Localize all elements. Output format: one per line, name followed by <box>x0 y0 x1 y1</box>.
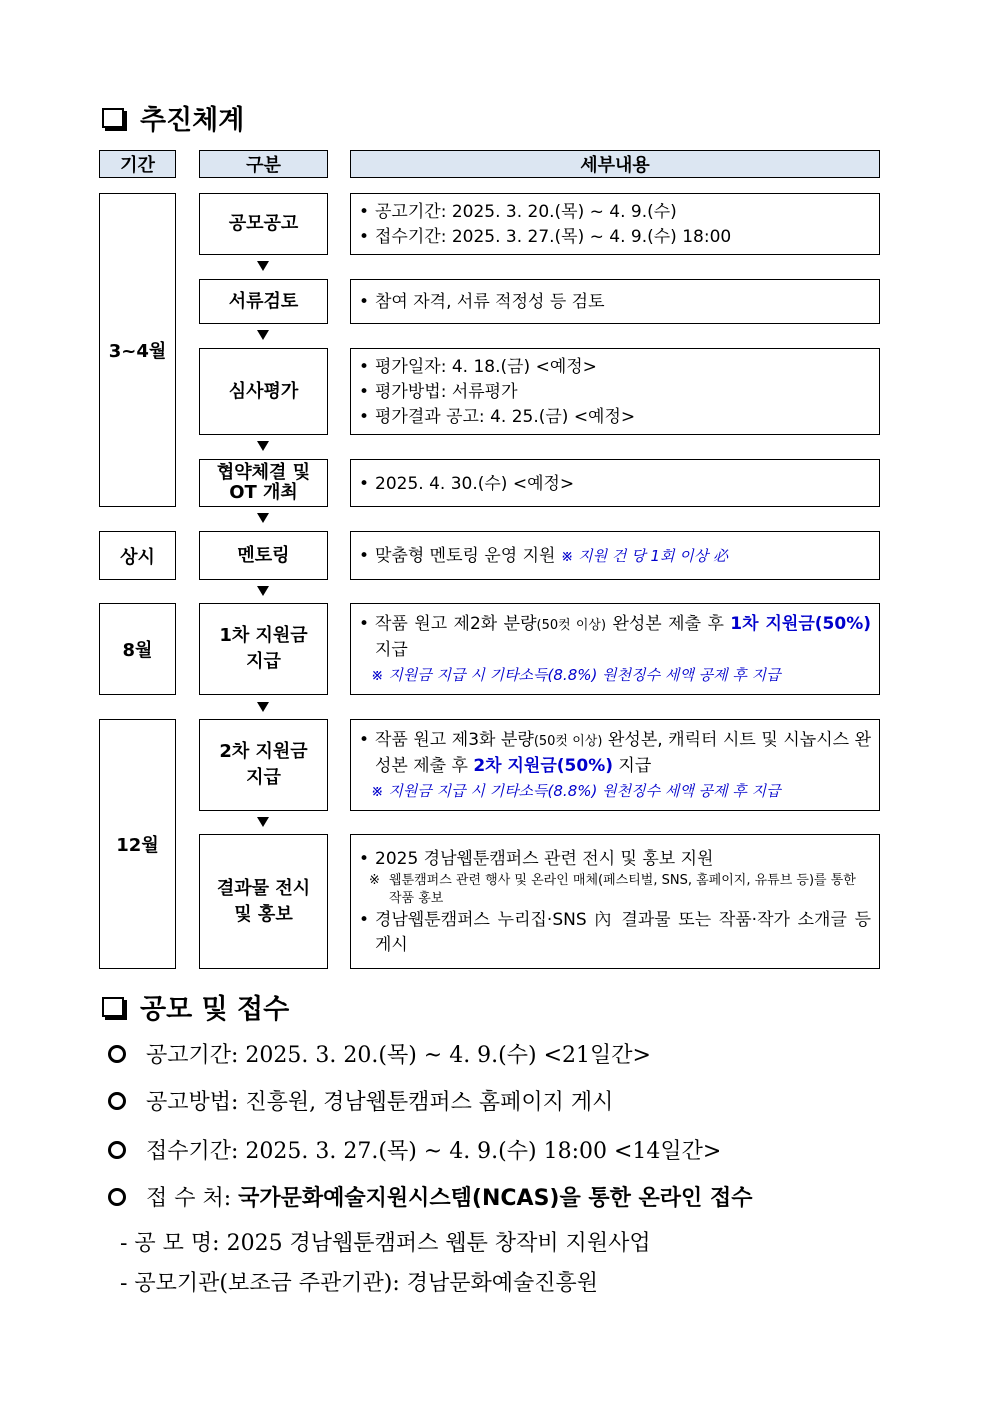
item-text: 공고방법: 진흥원, 경남웹툰캠퍼스 홈페이지 게시 <box>146 1090 614 1115</box>
detail-line: 공고기간: 2025. 3. 20.(목) ~ 4. 9.(수) <box>375 202 677 222</box>
circle-bullet-icon <box>108 1188 126 1206</box>
category-line: 2차 지원금 <box>219 741 308 762</box>
section-title-text: 공모 및 접수 <box>140 994 290 1025</box>
category-announcement: 공모공고 <box>199 193 328 255</box>
list-item <box>108 1181 752 1212</box>
detail-text: 지급 <box>375 640 408 660</box>
section-title-promotion <box>102 98 244 137</box>
list-item <box>108 1038 651 1069</box>
detail-line: 경남웹툰캠퍼스 누리집·SNS 內 결과물 또는 작품·작가 소개글 등 게시 <box>375 910 871 955</box>
item-label: 접 수 처: <box>146 1186 239 1211</box>
detail-line: 2025. 4. 30.(수) <예정> <box>375 473 575 494</box>
period-aug: 8월 <box>99 603 176 695</box>
category-first-grant <box>199 603 328 695</box>
item-value: 국가문화예술지원시스템(NCAS)을 통한 온라인 접수 <box>238 1186 753 1211</box>
detail-agreement: • 2025. 4. 30.(수) <예정> <box>350 459 880 507</box>
detail-evaluation: • 평가일자: 4. 18.(금) <예정> • 평가방법: 서류평가 • 평가결과 공고: 4. 25.(금) <예정> <box>350 348 880 435</box>
detail-small-text: (50컷 이상) <box>536 618 607 633</box>
detail-announcement: • 공고기간: 2025. 3. 20.(목) ~ 4. 9.(수) • 접수기간: 2025. 3. 27.(목) ~ 4. 9.(수) 18:00 <box>350 193 880 255</box>
checkbox-square-icon <box>102 108 124 128</box>
detail-line: 평가일자: 4. 18.(금) <예정> <box>375 357 597 377</box>
item-text: 접수기간: 2025. 3. 27.(목) ~ 4. 9.(수) 18:00 <14일간> <box>146 1139 722 1164</box>
detail-text: 작품 원고 제3화 분량 <box>375 730 534 750</box>
down-arrow-icon <box>257 586 269 596</box>
detail-line: 맞춤형 멘토링 운영 지원 <box>375 546 556 566</box>
detail-document-review: • 참여 자격, 서류 적정성 등 검토 <box>350 279 880 324</box>
category-exhibition <box>199 834 328 969</box>
detail-small-text: (50컷 이상) <box>533 734 603 749</box>
category-line: OT 개최 <box>229 482 298 503</box>
checkbox-square-icon <box>102 997 124 1017</box>
dash-item: - 공 모 명: 2025 경남웹툰캠퍼스 웹툰 창작비 지원사업 <box>120 1231 651 1256</box>
header-period: 기간 <box>99 150 176 178</box>
detail-line: 평가결과 공고: 4. 25.(금) <예정> <box>375 407 636 427</box>
down-arrow-icon <box>257 817 269 827</box>
category-agreement <box>199 459 328 507</box>
circle-bullet-icon <box>108 1141 126 1159</box>
header-category: 구분 <box>199 150 328 178</box>
circle-bullet-icon <box>108 1045 126 1063</box>
category-line: 및 홍보 <box>234 903 293 925</box>
tax-note: ※ 지원금 지급 시 기타소득(8.8%) 원천징수 세액 공제 후 지급 <box>371 782 781 800</box>
dash-item: - 공모기관(보조금 주관기관): 경남문화예술진흥원 <box>120 1271 599 1296</box>
category-line: 지급 <box>246 651 281 672</box>
detail-line: 평가방법: 서류평가 <box>375 382 518 402</box>
list-item <box>108 1134 721 1165</box>
period-always: 상시 <box>99 531 176 580</box>
list-item <box>108 1085 613 1116</box>
detail-text: 지급 <box>613 756 652 776</box>
section-title-contest <box>102 987 289 1026</box>
down-arrow-icon <box>257 513 269 523</box>
category-evaluation: 심사평가 <box>199 348 328 435</box>
detail-mentoring: • 맞춤형 멘토링 운영 지원 ※ 지원 건 당 1회 이상 必 <box>350 531 880 580</box>
detail-second-grant: • 작품 원고 제3화 분량(50컷 이상) 완성본, 캐릭터 시트 및 시놉시스 완성본 제출 후 2차 지원금(50%) 지급 ※ 지원금 지급 시 기타소득(8.8%) 원천징수 세액 공제 후 지급 <box>350 719 880 811</box>
down-arrow-icon <box>257 441 269 451</box>
category-line: 1차 지원금 <box>219 625 308 646</box>
grant-highlight: 1차 지원금(50%) <box>730 614 871 634</box>
detail-exhibition: • 2025 경남웹툰캠퍼스 관련 전시 및 홍보 지원 ※ 웹툰캠퍼스 관련 행사 및 온라인 매체(페스티벌, SNS, 홈페이지, 유튜브 등)를 통한 작품 홍보 • 경남웹툰캠퍼스 누리집·SNS 內 결과물 또는 작품·작가 소개글 등 게시 <box>350 834 880 969</box>
category-document-review: 서류검토 <box>199 279 328 324</box>
tax-note: ※ 지원금 지급 시 기타소득(8.8%) 원천징수 세액 공제 후 지급 <box>371 666 781 684</box>
grant-highlight: 2차 지원금(50%) <box>473 756 613 776</box>
detail-line: 참여 자격, 서류 적정성 등 검토 <box>375 292 605 312</box>
detail-line: 접수기간: 2025. 3. 27.(목) ~ 4. 9.(수) 18:00 <box>375 227 732 247</box>
category-line: 협약체결 및 <box>216 462 311 483</box>
period-mar-apr: 3~4월 <box>99 193 176 507</box>
item-text: 공고기간: 2025. 3. 20.(목) ~ 4. 9.(수) <21일간> <box>146 1043 651 1068</box>
down-arrow-icon <box>257 702 269 712</box>
detail-text: 작품 원고 제2화 분량 <box>375 614 537 634</box>
note-mark: ※ <box>369 873 380 888</box>
category-mentoring: 멘토링 <box>199 531 328 580</box>
circle-bullet-icon <box>108 1092 126 1110</box>
category-line: 지급 <box>246 767 281 788</box>
down-arrow-icon <box>257 330 269 340</box>
mentoring-note: ※ 지원 건 당 1회 이상 必 <box>560 547 728 565</box>
down-arrow-icon <box>257 261 269 271</box>
detail-line: 2025 경남웹툰캠퍼스 관련 전시 및 홍보 지원 <box>375 849 714 869</box>
category-line: 결과물 전시 <box>216 877 311 899</box>
category-second-grant <box>199 719 328 811</box>
detail-text: 완성본 제출 후 <box>606 614 731 634</box>
detail-first-grant: • 작품 원고 제2화 분량(50컷 이상) 완성본 제출 후 1차 지원금(50%) 지급 ※ 지원금 지급 시 기타소득(8.8%) 원천징수 세액 공제 후 지급 <box>350 603 880 695</box>
period-dec: 12월 <box>99 719 176 969</box>
header-detail: 세부내용 <box>350 150 880 178</box>
section-title-text: 추진체계 <box>140 105 245 136</box>
promotion-subnote: 웹툰캠퍼스 관련 행사 및 온라인 매체(페스티벌, SNS, 홈페이지, 유튜브 등)를 통한 작품 홍보 <box>389 873 856 906</box>
detail-text: 완성본, 캐릭터 시트 및 시놉시스 완성본 제출 후 <box>375 730 872 776</box>
